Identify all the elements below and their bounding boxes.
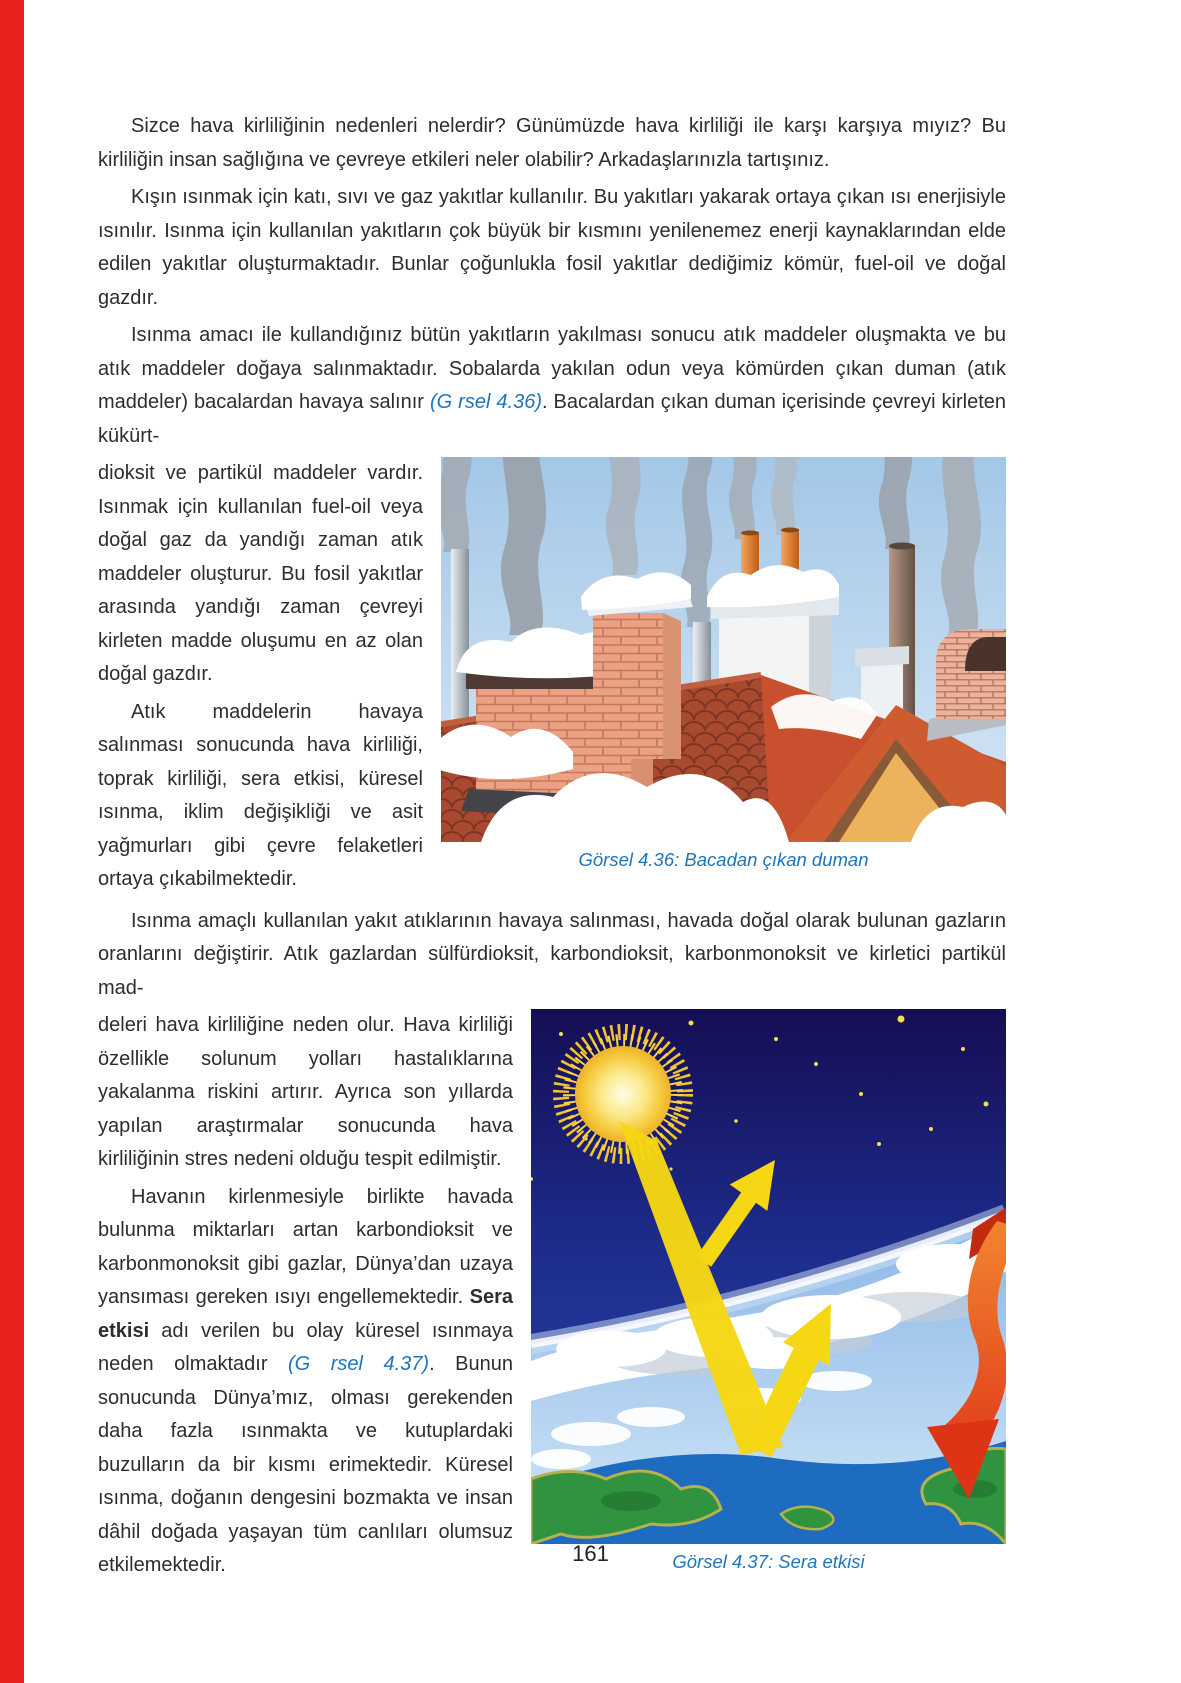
- paragraph-greenhouse-text: Havanın kirlenmesiyle birlikte havada bulunma miktarları artan karbondioksit ve karbonmonoksit gibi gazlar, Dünya’dan uzaya yansıması gereken ısıyı engellemektedir.: [98, 1185, 513, 1308]
- paragraph-environment-disasters: Atık maddelerin havaya salınması sonucunda hava kirliliği, toprak kirliliği, sera etkisi, küresel ısınma, iklim değişikliği ve asit yağmurları gibi çevre felaketleri ortaya çıkabilmektedir.: [98, 700, 423, 890]
- greenhouse-term-bold: Sera etkisi: [98, 1286, 513, 1342]
- paragraph-greenhouse-effect: [98, 1181, 513, 1583]
- paragraph-gases-ratios: Isınma amaçlı kullanılan yakıt atıklarının havaya salınması, havada doğal olarak bulunan gazların oranlarını değiştirir. Atık gazlardan sülfürdioksit, karbondioksit, karbonmonoksit ve kirletici partikül mad-: [98, 909, 1006, 999]
- page-number: 161: [572, 1541, 609, 1566]
- paragraph-health-effects: deleri hava kirliliğine neden olur. Hava kirliliği özellikle solunum yolları hastalıklarına yakalanma riskini artırır. Ayrıca son yıllarda yapılan araştırmalar sonucunda hava kirliliğinin stres nedeni olduğu tespit edilmiştir.: [98, 1014, 513, 1170]
- figure-4-36-caption: Görsel 4.36: Bacadan çıkan duman: [578, 849, 869, 870]
- paragraph-winter-fuels: Kışın ısınmak için katı, sıvı ve gaz yakıtlar kullanılır. Bu yakıtları yakarak ortaya çıkan ısı enerjisiyle ısınılır. Isınma için kullanılan yakıtların çok büyük bir kısmını yenilenemez enerji kaynaklarından elde edilen yakıtlar oluşturmaktadır. Bunlar çoğunlukla fosil yakıtlar dediğimiz kömür, fuel-oil ve doğal gazdır.: [98, 186, 1006, 309]
- paragraph-discussion-questions: Sizce hava kirliliğinin nedenleri nelerdir? Günümüzde hava kirliliği ile karşı karşıya mıyız? Bu kirliliğin insan sağlığına ve çevreye etkileri neler olabilir? Arkadaşlarınızla tartışınız.: [98, 115, 1006, 171]
- paragraph-waste-smoke: [98, 319, 1006, 453]
- paragraph-waste-smoke-text: Isınma amacı ile kullandığınız bütün yakıtların yakılması sonucu atık maddeler oluşmakta ve bu atık maddeler doğaya salınmaktadır. Sobalarda yakılan odun veya kömürden çıkan duman (atık maddeler) bacalardan havaya salınır: [98, 324, 1006, 413]
- figure-4-37: [531, 1009, 1006, 1587]
- figure-4-36: [441, 457, 1006, 901]
- paragraph-greenhouse-text-2: adı verilen bu olay küresel ısınmaya neden olmaktadır: [98, 1319, 513, 1375]
- text-column-beside-figure-4-37: [98, 1009, 513, 1587]
- page-content: [98, 110, 1006, 1591]
- page-edge-accent-bar: [0, 0, 24, 1683]
- chimney-smoke-illustration: [441, 457, 1006, 842]
- row-with-figure-4-36: [98, 457, 1006, 901]
- figure-reference-4-37: (G rsel 4.37): [288, 1353, 430, 1375]
- paragraph-greenhouse-text-3: . Bunun sonucunda Dünya’mız, olması gerekenden daha fazla ısınmakta ve kutuplardaki buzulların da bir kısmı erimektedir. Küresel ısınma, doğanın dengesini bozmakta ve insan dâhil doğada yaşayan tüm canlıları olumsuz etkilemektedir.: [98, 1353, 513, 1576]
- text-column-beside-figure-4-36: [98, 457, 423, 901]
- paragraph-waste-smoke-text-2: . Bacalardan çıkan duman içerisinde çevreyi kirleten kükürt-: [98, 391, 1006, 447]
- paragraph-fueloil-naturalgas: dioksit ve partikül maddeler vardır. Isınmak için kullanılan fuel-oil veya doğal gaz da yandığı zaman atık maddeler oluşturur. Bu fosil yakıtlar arasında yandığı zaman çevreyi kirleten madde oluşumu en az olan doğal gazdır.: [98, 462, 423, 685]
- figure-reference-4-36: (G rsel 4.36): [429, 391, 542, 413]
- row-with-figure-4-37: [98, 1009, 1006, 1587]
- greenhouse-effect-illustration: [531, 1009, 1006, 1544]
- figure-4-37-caption: Görsel 4.37: Sera etkisi: [672, 1551, 865, 1572]
